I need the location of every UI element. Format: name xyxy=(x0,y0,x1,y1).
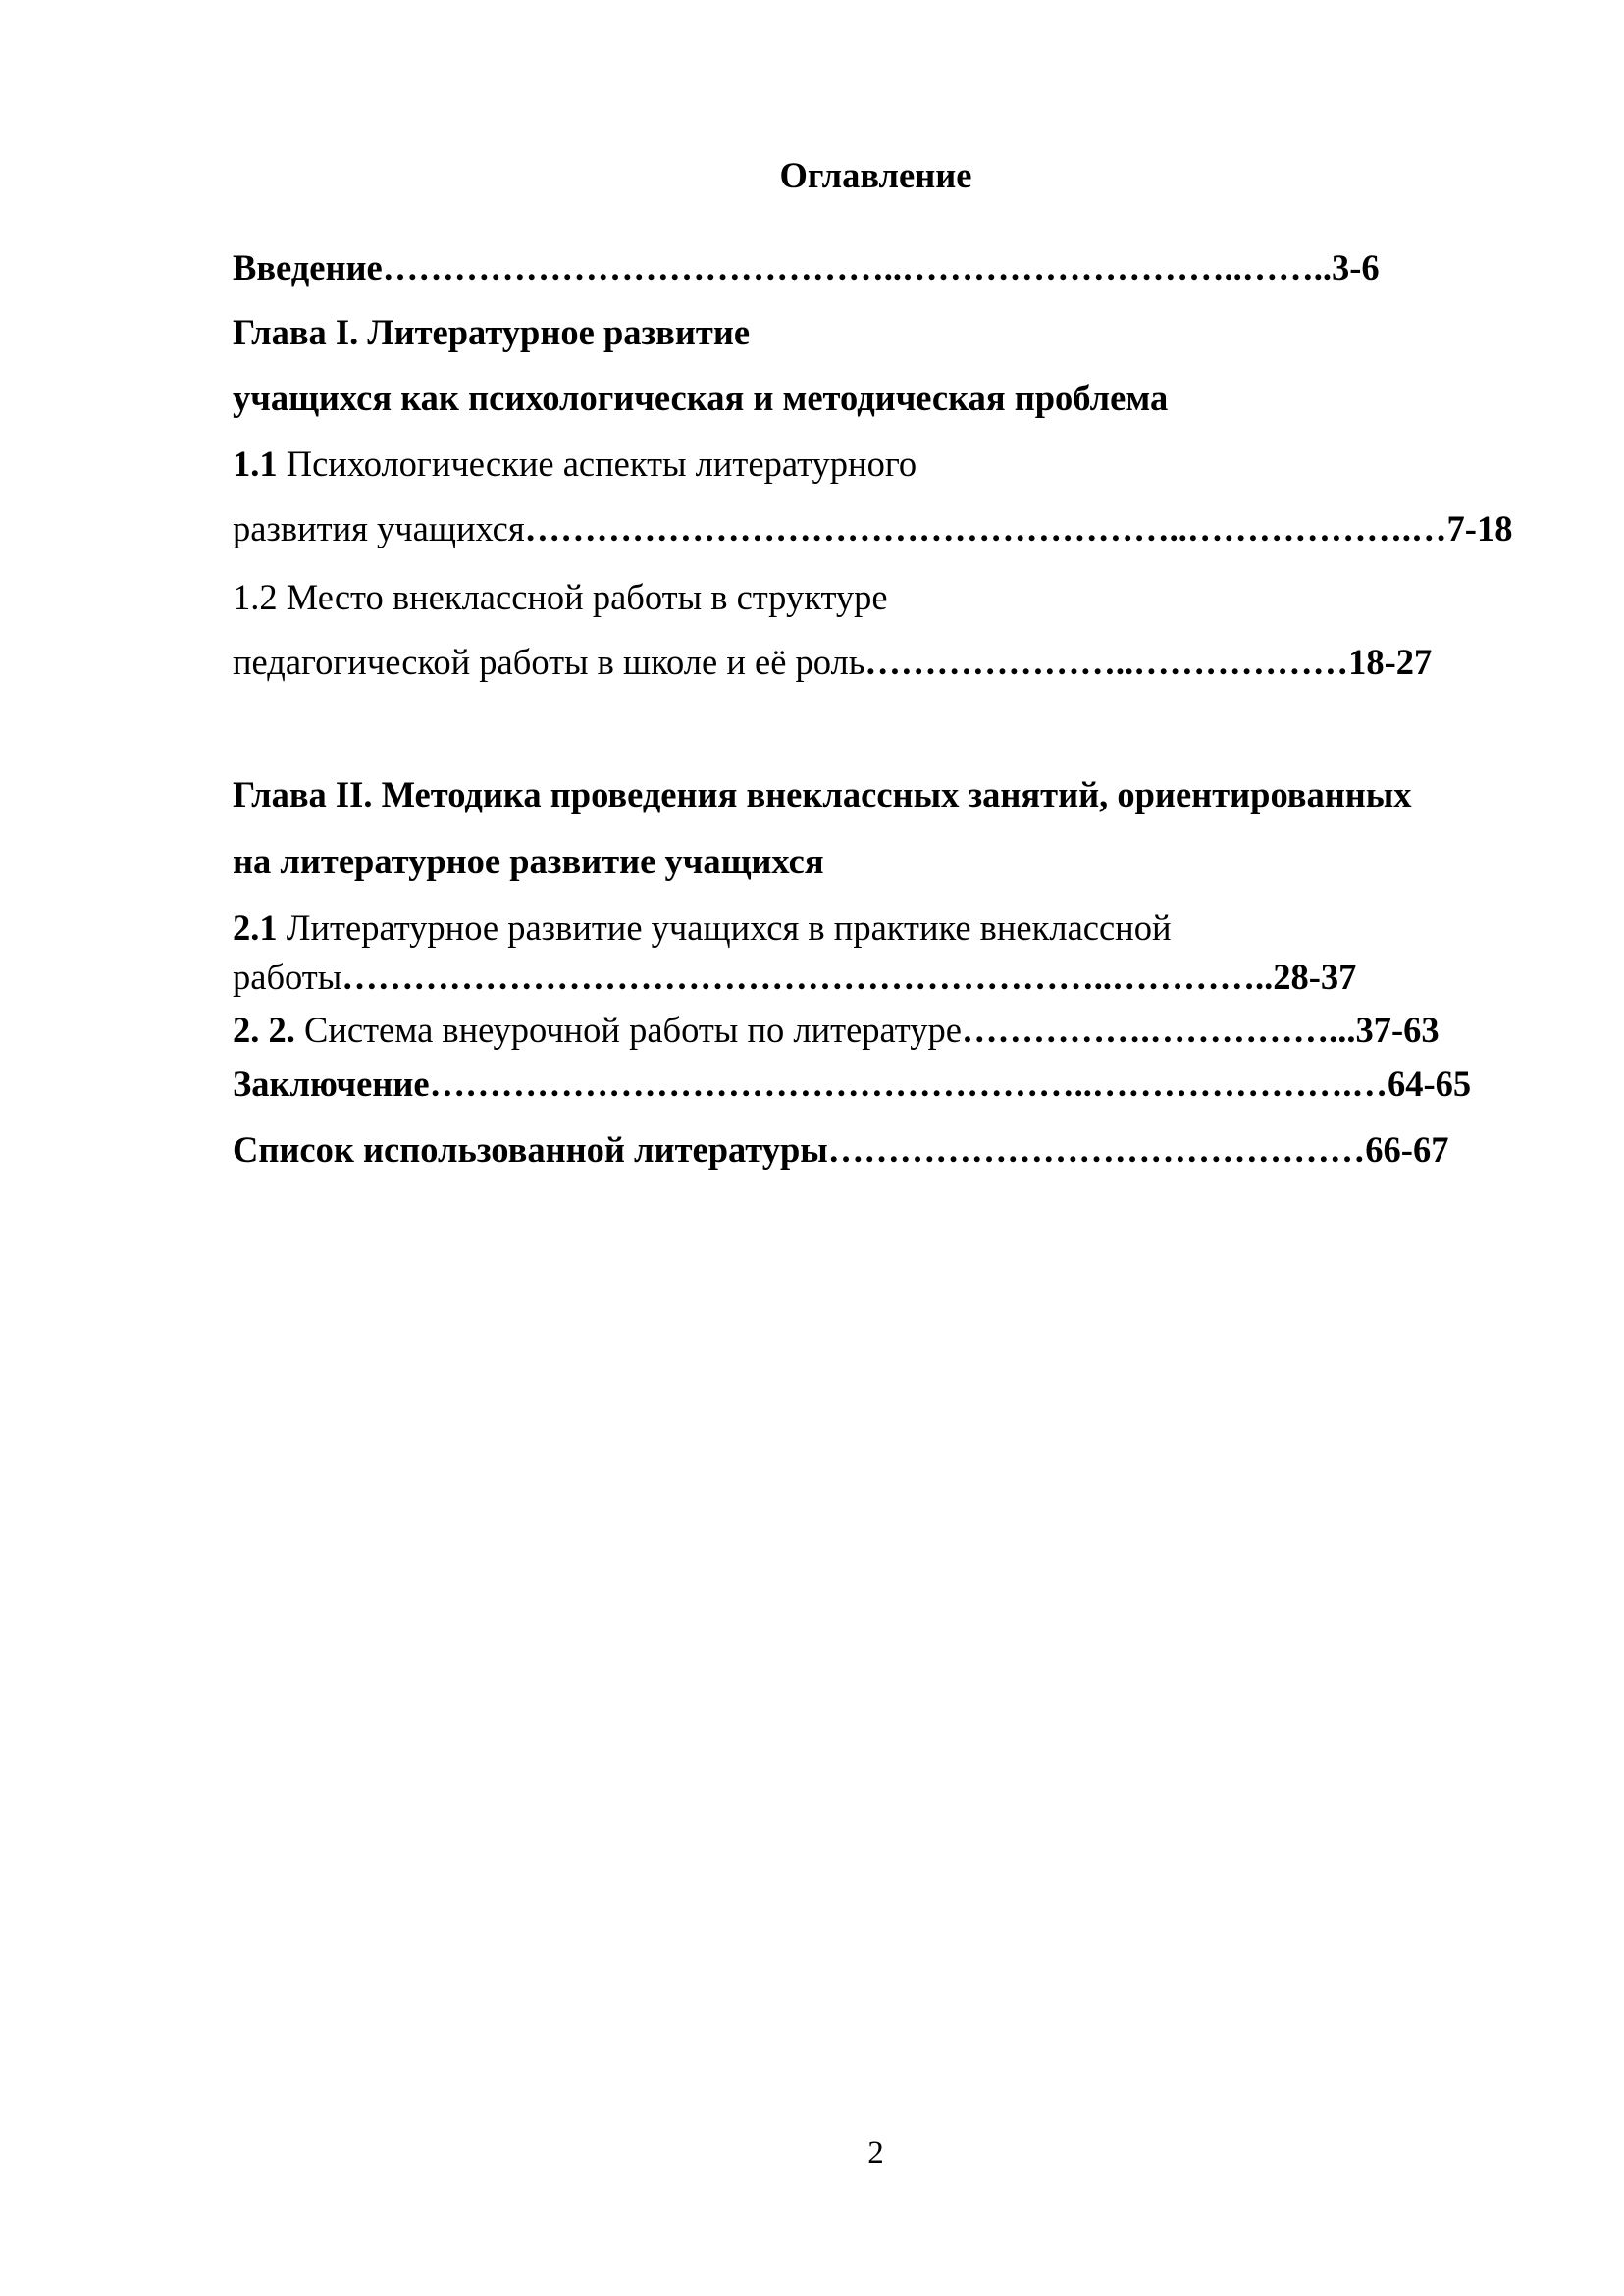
section-2-1-number: 2.1 xyxy=(233,908,278,948)
section-2-1-line-2 xyxy=(233,957,1357,997)
toc-entry-conclusion: Заключение………………………………………………..………………….…64-65 xyxy=(233,1064,1472,1104)
section-1-2-line-1: 1.2 Место внеклассной работы в структуре xyxy=(233,577,888,617)
section-1-1-title-part-2: развития учащихся xyxy=(233,508,525,548)
section-1-1-line-2 xyxy=(233,508,1513,548)
chapter-2-title-line-1: Глава II. Методика проведения внеклассных занятий, ориентированных xyxy=(233,774,1412,814)
page-number: 2 xyxy=(867,2135,884,2170)
section-2-1-line-1 xyxy=(233,908,1172,948)
section-2-2-title: Система внеурочной работы по литературе xyxy=(294,1010,962,1050)
section-2-1-title-part-1: Литературное развитие учащихся в практике внеклассной xyxy=(277,908,1172,948)
section-1-2-leader-pages: …………………..………………18-27 xyxy=(864,642,1433,682)
section-1-2-line-2 xyxy=(233,642,1433,682)
chapter-1-title-line-1: Глава I. Литературное развитие xyxy=(233,312,751,352)
section-2-2-leader-pages: …………….……………...37-63 xyxy=(961,1010,1440,1050)
section-1-2-title-part-2: педагогической работы в школе и её роль xyxy=(233,642,865,682)
section-1-1-line-1 xyxy=(233,446,917,483)
toc-entry-references: Список использованной литературы………………………………………66-67 xyxy=(233,1129,1449,1170)
chapter-2-title-line-2: на литературное развитие учащихся xyxy=(233,841,824,881)
chapter-1-title-line-2: учащихся как психологическая и методическая проблема xyxy=(233,378,1169,418)
section-1-1-title-part-1: Психологические аспекты литературного xyxy=(277,444,917,484)
section-1-1-leader-pages: ………………………………………………..……………….…7-18 xyxy=(524,508,1513,548)
section-2-1-leader-pages: ………………………………………………………..…………..28-37 xyxy=(341,957,1357,997)
toc-title: Оглавление xyxy=(779,155,972,195)
toc-entry-introduction: Введение……………………………………..………………………..……..3-6 xyxy=(233,247,1380,287)
section-2-2-number: 2. 2. xyxy=(233,1010,295,1050)
section-2-2-line xyxy=(233,1010,1440,1050)
section-2-1-title-part-2: работы xyxy=(233,957,342,997)
section-1-1-number: 1.1 xyxy=(233,444,278,484)
